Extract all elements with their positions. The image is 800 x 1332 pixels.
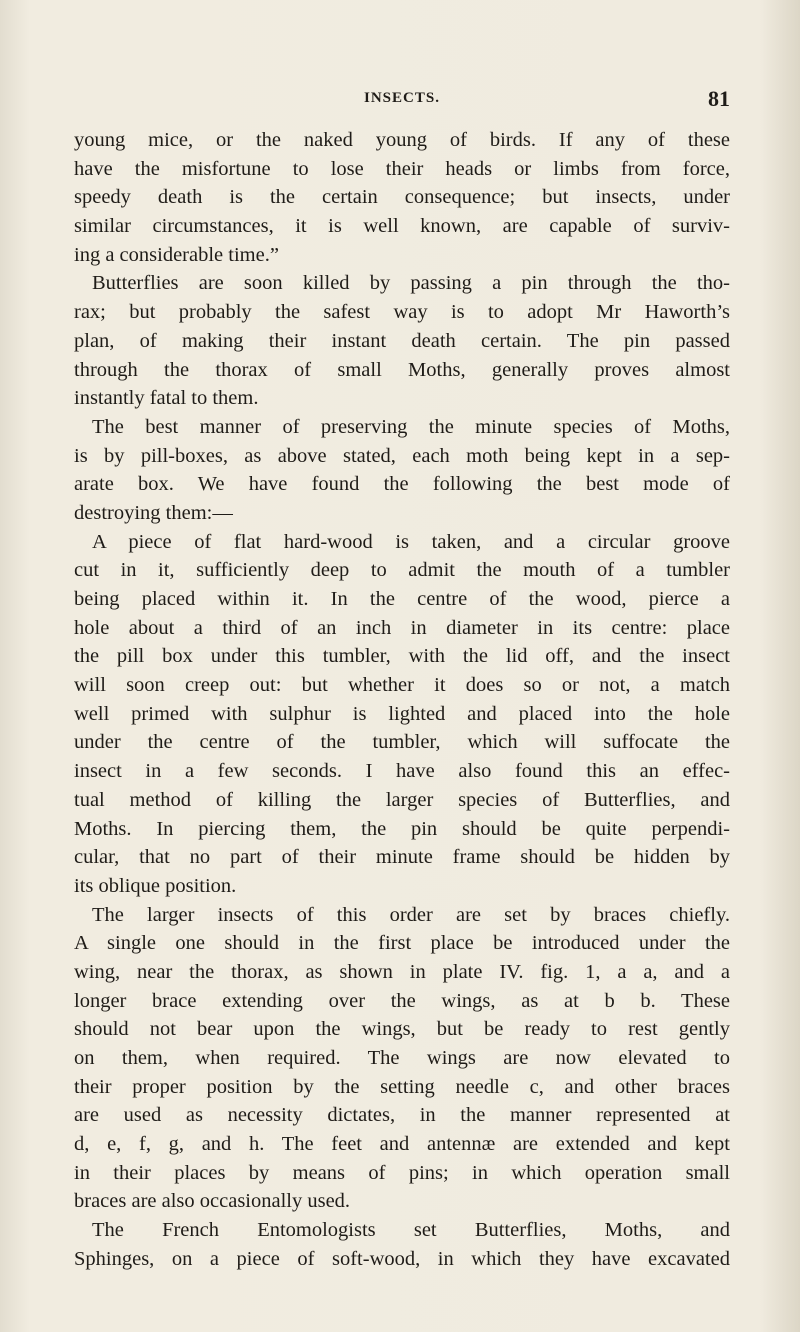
body-text xyxy=(74,126,730,1274)
text-line: well primed with sulphur is lighted and placed into the hole xyxy=(74,702,730,725)
text-line: A piece of flat hard-wood is taken, and a circular groove xyxy=(92,530,730,553)
text-line: instantly fatal to them. xyxy=(74,387,259,410)
text-line: their proper position by the setting needle c, and other braces xyxy=(74,1075,730,1098)
text-line: its oblique position. xyxy=(74,874,237,897)
text-line: hole about a third of an inch in diameter in its centre: place xyxy=(74,616,730,639)
text-line: young mice, or the naked young of birds. If any of these xyxy=(74,129,730,151)
text-line: through the thorax of small Moths, generally proves almost xyxy=(74,358,730,381)
text-line: rax; but probably the safest way is to adopt Mr Haworth’s xyxy=(74,301,730,324)
text-line: should not bear upon the wings, but be ready to rest gently xyxy=(74,1018,730,1041)
text-line: longer brace extending over the wings, as at b b. These xyxy=(74,989,730,1012)
text-line: The best manner of preserving the minute species of Moths, xyxy=(92,415,730,438)
page-header xyxy=(74,86,730,112)
text-line: Sphinges, on a piece of soft-wood, in which they have excavated xyxy=(74,1247,730,1270)
text-line: insect in a few seconds. I have also found this an effec- xyxy=(74,760,730,783)
text-line: ing a considerable time.” xyxy=(74,243,279,266)
text-line: being placed within it. In the centre of the wood, pierce a xyxy=(74,588,730,610)
text-line: wing, near the thorax, as shown in plate IV. fig. 1, a a, and a xyxy=(74,960,730,983)
text-line: The French Entomologists set Butterflies, Moths, and xyxy=(92,1219,730,1242)
text-line: d, e, f, g, and h. The feet and antennæ are extended and kept xyxy=(74,1133,730,1156)
text-line: have the misfortune to lose their heads or limbs from force, xyxy=(74,157,730,180)
text-line: cular, that no part of their minute frame should be hidden by xyxy=(74,846,730,869)
text-line: tual method of killing the larger species of Butterflies, and xyxy=(74,788,730,811)
text-line: Butterflies are soon killed by passing a pin through the tho- xyxy=(92,272,730,295)
text-line: similar circumstances, it is well known, are capable of surviv- xyxy=(74,215,730,238)
text-line: A single one should in the first place be introduced under the xyxy=(74,932,730,955)
text-line: speedy death is the certain consequence; but insects, under xyxy=(74,186,730,209)
text-line: The larger insects of this order are set by braces chiefly. xyxy=(92,903,730,926)
text-line: arate box. We have found the following the best mode of xyxy=(74,473,730,496)
page-number: 81 xyxy=(708,86,730,111)
text-line: destroying them:— xyxy=(74,501,233,524)
running-head: INSECTS. xyxy=(364,90,440,106)
text-line: on them, when required. The wings are now elevated to xyxy=(74,1047,730,1069)
text-line: in their places by means of pins; in which operation small xyxy=(74,1161,730,1184)
text-line: is by pill-boxes, as above stated, each moth being kept in a sep- xyxy=(74,444,730,467)
text-line: braces are also occasionally used. xyxy=(74,1190,351,1213)
text-line: will soon creep out: but whether it does so or not, a match xyxy=(74,674,730,697)
text-line: plan, of making their instant death certain. The pin passed xyxy=(74,329,730,352)
text-line: under the centre of the tumbler, which will suffocate the xyxy=(74,731,730,754)
text-line: cut in it, sufficiently deep to admit the mouth of a tumbler xyxy=(74,559,730,582)
text-line: Moths. In piercing them, the pin should be quite perpendi- xyxy=(74,817,730,840)
text-line: the pill box under this tumbler, with the lid off, and the insect xyxy=(74,645,730,668)
text-line: are used as necessity dictates, in the manner represented at xyxy=(74,1104,730,1127)
